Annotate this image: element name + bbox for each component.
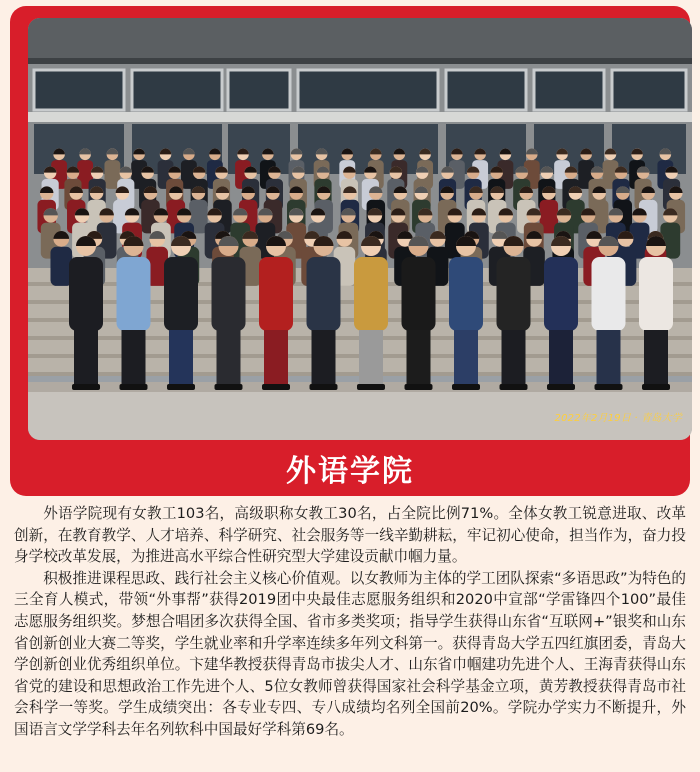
photo-caption: 2022年2月19日 · 青岛大学 xyxy=(554,413,682,424)
body-text xyxy=(14,503,686,741)
paragraph-1: 外语学院现有女教工103名，高级职称女教工30名，占全院比例71%。全体女教工锐意进取、改革创新，在教育教学、人才培养、科学研究、社会服务等一线辛勤耕耘，牢记初心使命，担当作为，奋力投身学校改革发展，为推进高水平综合性研究型大学建设贡献巾帼力量。 xyxy=(14,505,686,566)
group-photo xyxy=(28,18,692,440)
group-photo-illustration xyxy=(28,18,692,440)
paragraph-2: 积极推进课程思政、践行社会主义核心价值观。以女教师为主体的学工团队探索“多语思政”为特色的三全育人模式，带领“外事帮”获得2019团中央最佳志愿服务组织和2020中宣部“学雷锋四个100”最佳志愿服务组织奖。梦想合唱团多次获得全国、省市多类奖项；指导学生获得山东省“互联网+”银奖和山东省创新创业大赛二等奖，学生就业率和升学率连续多年列文科第一。获得青岛大学五四红旗团委，青岛大学创新创业优秀组织单位。卞建华教授获得青岛市拔尖人才、山东省巾帼建功先进个人、王海青获得山东省党的建设和思想政治工作先进个人、5位女教师曾获得国家社会科学基金立项，黄芳教授获得青岛市社会科学一等奖。学生成绩突出：各专业专四、专八成绩均名列全国前20%。学院办学实力不断提升，外国语言文学学科去年名列软科中国最好学科第69名。 xyxy=(14,569,686,738)
red-frame xyxy=(10,6,690,496)
section-title: 外语学院 xyxy=(286,454,414,489)
